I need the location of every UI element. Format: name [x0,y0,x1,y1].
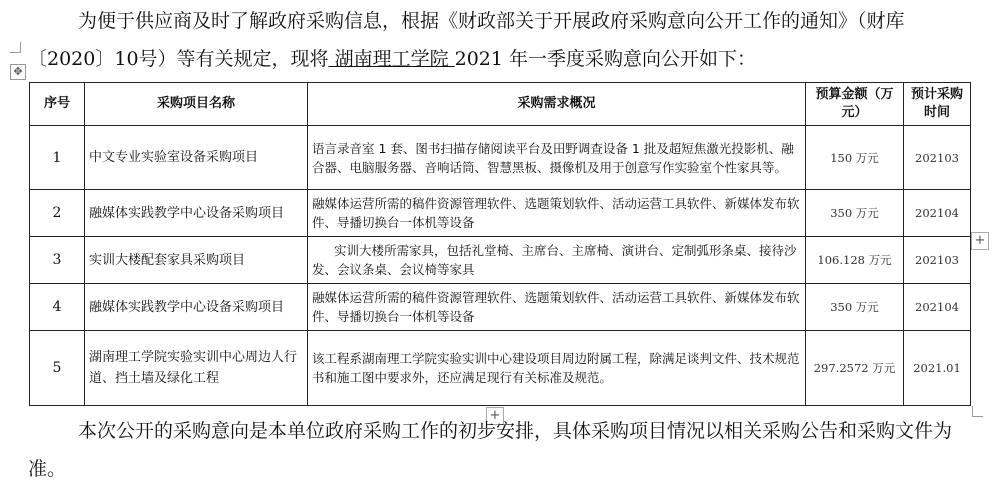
row-desc-text: 实训大楼所需家具，包括礼堂椅、主席台、主席椅、演讲台、定制弧形条桌、接待沙发、会议条桌、会议椅等家具 [312,243,797,278]
closing-paragraph: 本次公开的采购意向是本单位政府采购工作的初步安排，具体采购项目情况以相关采购公告和采购文件为准。 [28,420,953,480]
row-name: 融媒体实践教学中心设备采购项目 [85,190,308,237]
row-time: 202103 [904,126,971,190]
row-name: 融媒体实践教学中心设备采购项目 [85,284,308,331]
row-desc: 该工程系湖南理工学院实验实训中心建设项目周边附属工程，除满足谈判文件、技术规范书和施工图中要求外，还应满足现行有关标准及规范。 [308,331,806,406]
row-seq: 4 [30,284,85,331]
add-column-icon[interactable]: + [971,232,989,250]
row-amount: 350 万元 [806,190,904,237]
intro-paragraph [28,2,968,78]
row-seq: 3 [30,237,85,284]
row-time: 2021.01 [904,331,971,406]
row-amount: 297.2572 万元 [806,331,904,406]
table-row [30,331,971,406]
header-name: 采购项目名称 [85,83,308,126]
row-desc: 融媒体运营所需的稿件资源管理软件、选题策划软件、活动运营工具软件、新媒体发布软件、导播切换台一体机等设备 [308,284,806,331]
table-move-handle-icon[interactable]: ✥ [10,64,26,80]
row-desc [308,237,806,284]
table-header-row [30,83,971,126]
margin-corner-mark [10,42,21,53]
add-row-icon[interactable]: + [486,407,504,425]
row-seq: 2 [30,190,85,237]
header-seq: 序号 [30,83,85,126]
row-desc: 融媒体运营所需的稿件资源管理软件、选题策划软件、活动运营工具软件、新媒体发布软件、导播切换台一体机等设备 [308,190,806,237]
row-amount: 150 万元 [806,126,904,190]
row-name: 湖南理工学院实验实训中心周边人行道、挡土墙及绿化工程 [85,331,308,406]
header-desc: 采购需求概况 [308,83,806,126]
row-time: 202103 [904,237,971,284]
row-name: 中文专业实验室设备采购项目 [85,126,308,190]
header-amount: 预算金额（万元） [806,83,904,126]
row-desc: 语言录音室 1 套、图书扫描存储阅读平台及田野调查设备 1 批及超短焦激光投影机、融合器、电脑服务器、音响话筒、智慧黑板、摄像机及用于创意写作实验室个性家具等。 [308,126,806,190]
table-row [30,126,971,190]
table-row [30,284,971,331]
row-time: 202104 [904,284,971,331]
row-amount: 106.128 万元 [806,237,904,284]
row-name: 实训大楼配套家具采购项目 [85,237,308,284]
row-seq: 1 [30,126,85,190]
table-row [30,237,971,284]
row-amount: 350 万元 [806,284,904,331]
table-row [30,190,971,237]
procurement-table [29,82,971,406]
row-seq: 5 [30,331,85,406]
intro-text-1: 为便于供应商及时了解政府采购信息，根据《财政部关于开展政府采购意向公开工作的通知》（财库〔2020〕10号）等有关规定，现将 [28,10,905,70]
margin-corner-mark [972,406,983,417]
row-time: 202104 [904,190,971,237]
unit-name: 湖南理工学院 [328,48,455,70]
intro-text-2: 2021 年一季度采购意向公开如下： [454,48,757,70]
header-time: 预计采购时间 [904,83,971,126]
